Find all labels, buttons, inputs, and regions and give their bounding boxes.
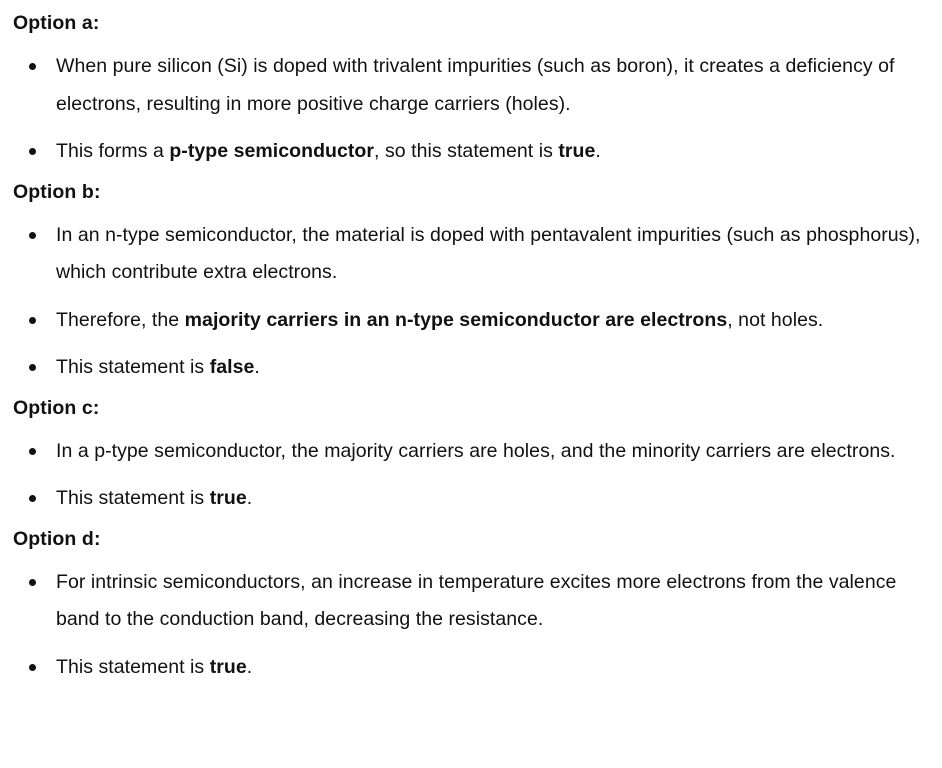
verdict-true: true xyxy=(209,487,247,509)
bullet-text: This statement is xyxy=(56,356,210,378)
bullet-text: . xyxy=(254,356,260,378)
bold-term: p-type semiconductor xyxy=(169,140,375,162)
bullet-item xyxy=(13,133,928,171)
option-a-section xyxy=(13,8,928,171)
option-c-bullet-list xyxy=(13,433,928,518)
bullet-item xyxy=(13,302,928,340)
bullet-item xyxy=(13,217,928,292)
bullet-text: . xyxy=(595,140,601,162)
bold-term: majority carriers in an n-type semiconductor are electrons xyxy=(184,308,728,331)
option-a-heading: Option a: xyxy=(13,12,100,34)
option-d-bullet-list xyxy=(13,564,928,687)
bullet-item xyxy=(13,433,928,471)
option-d-section xyxy=(13,524,928,687)
bullet-text: This statement is xyxy=(56,487,210,509)
bullet-text: When pure silicon (Si) is doped with trivalent impurities (such as boron), it creates a deficiency of electrons, resulting in more positive charge carriers (holes). xyxy=(56,55,895,115)
verdict-true: true xyxy=(209,655,247,678)
option-a-bullet-list xyxy=(13,48,928,171)
bullet-item xyxy=(13,480,928,518)
bullet-text: , so this statement is xyxy=(374,140,559,162)
verdict-false: false xyxy=(209,356,255,378)
bullet-text: This forms a xyxy=(56,140,170,162)
bullet-text: . xyxy=(246,655,253,678)
bullet-text: In a p-type semiconductor, the majority carriers are holes, and the minority carriers are electrons. xyxy=(56,439,896,462)
option-b-bullet-list xyxy=(13,217,928,387)
bullet-text: In an n-type semiconductor, the material is doped with pentavalent impurities (such as phosphorus), which contribute extra electrons. xyxy=(56,223,921,283)
option-b-section xyxy=(13,177,928,387)
bullet-text: For intrinsic semiconductors, an increase in temperature excites more electrons from the valence band to the conduction band, decreasing the resistance. xyxy=(56,570,897,630)
bullet-item xyxy=(13,564,928,639)
option-d-heading: Option d: xyxy=(13,527,101,550)
bullet-text: . xyxy=(246,487,253,509)
bullet-text: This statement is xyxy=(56,655,210,678)
bullet-item xyxy=(13,649,928,687)
bullet-item xyxy=(13,349,928,387)
option-b-heading: Option b: xyxy=(13,180,101,203)
option-c-section xyxy=(13,393,928,518)
bullet-item xyxy=(13,48,928,123)
bullet-text: Therefore, the xyxy=(56,308,185,331)
bullet-text: , not holes. xyxy=(727,308,824,331)
option-c-heading: Option c: xyxy=(13,396,100,419)
verdict-true: true xyxy=(558,140,596,162)
